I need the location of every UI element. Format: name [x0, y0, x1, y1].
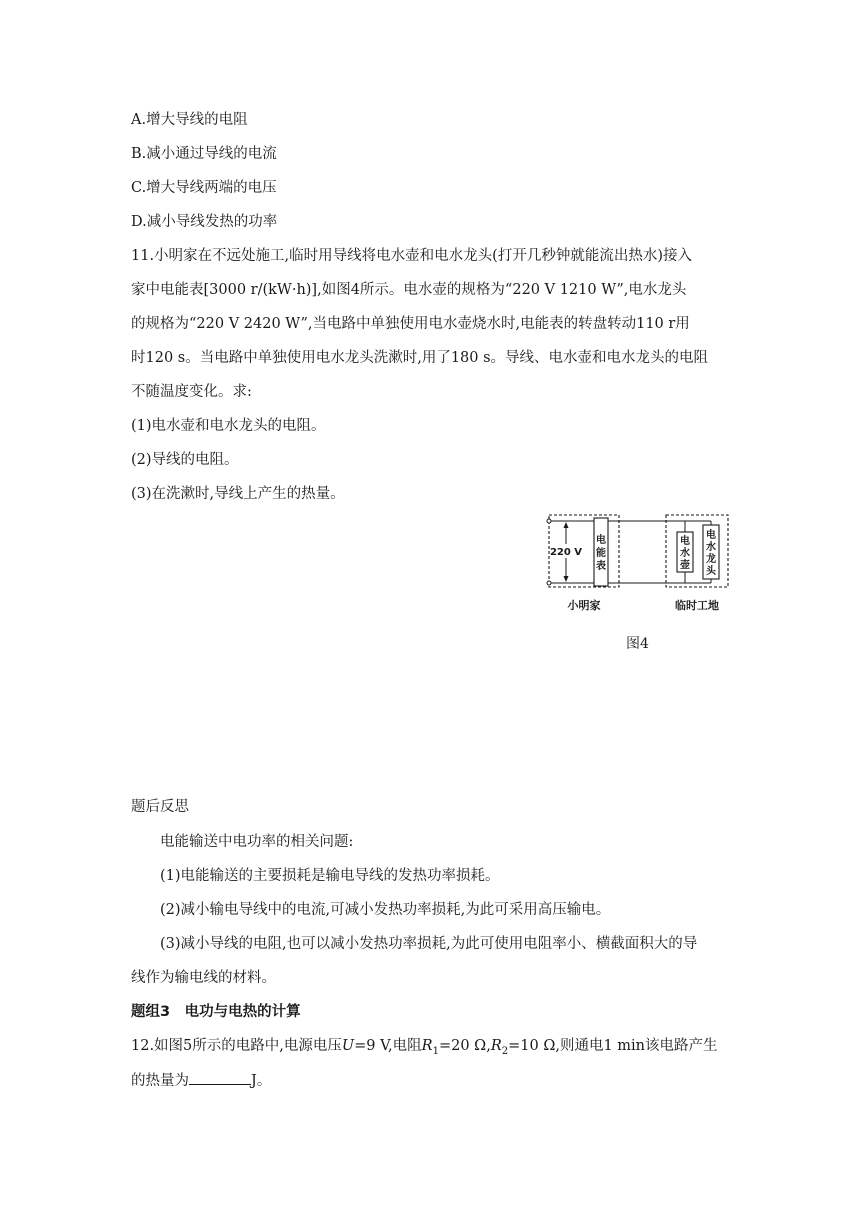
meter-char-2: 能	[596, 548, 606, 559]
option-d: D.减小导线发热的功率	[131, 214, 278, 230]
q12-r1-symbol: R	[421, 1038, 433, 1054]
circuit-figure-4	[546, 512, 736, 624]
figure-caption: 图4	[626, 636, 649, 652]
q11-line-2: 家中电能表[3000 r/(kW·h)],如图4所示。电水壶的规格为“220 V 1210 W”,电水龙头	[131, 282, 687, 298]
q12-line2-pre: 的热量为	[131, 1073, 189, 1089]
q11-sub-1: (1)电水壶和电水龙头的电阻。	[131, 418, 326, 434]
terminal-top	[547, 519, 551, 523]
reflection-point-1: (1)电能输送的主要损耗是输电导线的发热功率损耗。	[160, 868, 500, 884]
option-b: B.减小通过导线的电流	[131, 146, 277, 162]
faucet-char-4: 头	[706, 566, 716, 577]
home-label: 小明家	[567, 599, 601, 612]
q11-line-1: 11.小明家在不远处施工,临时用导线将电水壶和电水龙头(打开几秒钟就能流出热水)接入	[131, 248, 692, 264]
q12-pre: 12.如图5所示的电路中,电源电压	[131, 1038, 342, 1054]
kettle-char-2: 水	[680, 548, 690, 559]
option-a: A.增大导线的电阻	[131, 112, 248, 128]
kettle-char-3: 壶	[680, 560, 690, 571]
group3-heading: 题组3 电功与电热的计算	[131, 1004, 301, 1020]
reflection-title: 题后反思	[131, 799, 189, 815]
reflection-intro: 电能输送中电功率的相关问题:	[160, 834, 354, 850]
reflection-point-2: (2)减小输电导线中的电流,可减小发热功率损耗,为此可采用高压输电。	[160, 902, 611, 918]
q12-line-1	[131, 1036, 718, 1062]
arrow-head-top	[564, 522, 569, 528]
q12-line-2	[131, 1070, 271, 1091]
terminal-bottom	[547, 581, 551, 585]
faucet-char-2: 水	[706, 542, 716, 553]
meter-char-1: 电	[596, 535, 606, 546]
option-c: C.增大导线两端的电压	[131, 180, 277, 196]
q11-line-5: 不随温度变化。求:	[131, 384, 252, 400]
site-label: 临时工地	[675, 599, 719, 612]
faucet-char-3: 龙	[706, 554, 716, 565]
reflection-point-3: (3)减小导线的电阻,也可以减小发热功率损耗,为此可使用电阻率小、横截面积大的导	[160, 936, 698, 952]
faucet-char-1: 电	[706, 530, 716, 541]
q11-sub-3: (3)在洗漱时,导线上产生的热量。	[131, 486, 345, 502]
q12-r2-sub: 2	[501, 1045, 509, 1057]
q11-line-3: 的规格为“220 V 2420 W”,当电路中单独使用电水壶烧水时,电能表的转盘转动110 r用	[131, 316, 690, 332]
kettle-char-1: 电	[680, 536, 690, 547]
voltage-label: 220 V	[549, 547, 583, 558]
q12-r1-sub: 1	[432, 1045, 439, 1057]
reflection-point-3-cont: 线作为输电线的材料。	[131, 970, 276, 986]
q12-r2-value: =10 Ω,则通电1 min该电路产生	[508, 1038, 718, 1054]
q12-r2-symbol: R	[490, 1038, 502, 1054]
q11-line-4: 时120 s。当电路中单独使用电水龙头洗漱时,用了180 s。导线、电水壶和电水龙头的电阻	[131, 350, 709, 366]
answer-blank[interactable]	[189, 1070, 251, 1085]
q12-line2-post: J。	[251, 1073, 272, 1089]
q11-sub-2: (2)导线的电阻。	[131, 452, 239, 468]
q12-u-symbol: U	[341, 1038, 355, 1054]
meter-char-3: 表	[596, 561, 606, 572]
arrow-head-bottom	[564, 576, 569, 582]
q12-u-value: =9 V,电阻	[354, 1038, 422, 1054]
q12-r1-value: =20 Ω,	[438, 1038, 491, 1054]
